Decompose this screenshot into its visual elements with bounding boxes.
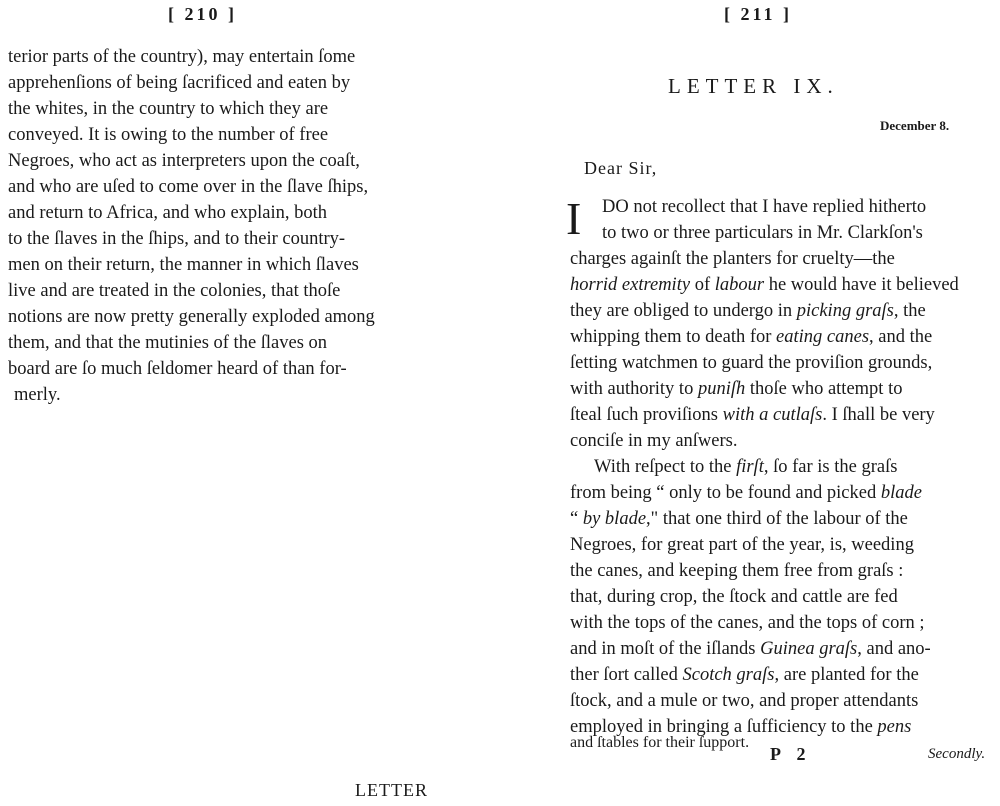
catchword: LETTER (355, 780, 428, 800)
page-number: [ 210 ] (168, 4, 237, 24)
text-line: merly. (14, 385, 61, 405)
text-line (570, 272, 959, 298)
text-line: the whites, in the country to which they are (8, 99, 329, 119)
text-line: conciſe in my anſwers. (570, 431, 738, 451)
text-line: and who are uſed to come over in the ſlave ſhips, (8, 177, 369, 197)
italic-phrase: Guinea graſs (760, 639, 858, 659)
catchword: Secondly. (928, 746, 986, 762)
text-line: with the tops of the canes, and the tops of corn ; (570, 613, 925, 633)
text-fragment: thoſe who attempt to (745, 379, 903, 399)
text-line: ſetting watchmen to guard the proviſion grounds, (570, 353, 933, 373)
text-line: notions are now pretty generally exploded among (8, 307, 375, 327)
text-line: and return to Africa, and who explain, both (8, 203, 328, 223)
text-line (570, 298, 926, 324)
right-page (540, 0, 1000, 806)
text-line: and ſtables for their ſupport. (570, 734, 750, 751)
text-fragment: ther ſort called (570, 665, 683, 685)
text-line: terior parts of the country), may entertain ſome (8, 47, 356, 67)
drop-cap: I (566, 193, 582, 244)
text-line: live and are treated in the colonies, that thoſe (8, 281, 341, 301)
text-line: the canes, and keeping them free from graſs : (570, 561, 904, 581)
italic-phrase: pens (877, 717, 912, 737)
text-line: DO not recollect that I have replied hitherto (602, 197, 927, 217)
italic-phrase: puniſh (697, 379, 746, 399)
italic-phrase: eating canes (776, 327, 870, 347)
text-fragment: of (690, 275, 715, 295)
left-page (0, 0, 480, 806)
text-fragment: and in moſt of the iſlands (570, 639, 761, 659)
text-line: conveyed. It is owing to the number of free (8, 125, 329, 145)
text-fragment: ſteal ſuch proviſions (570, 405, 723, 425)
text-fragment: , ſo far is the graſs (763, 457, 898, 477)
text-line: Negroes, who act as interpreters upon the coaſt, (8, 151, 360, 171)
text-line: men on their return, the manner in which ſlaves (8, 255, 359, 275)
text-line (570, 480, 922, 506)
text-fragment: . I ſhall be very (822, 405, 935, 425)
text-fragment: With reſpect to the (594, 457, 737, 477)
text-line (570, 636, 931, 662)
text-fragment: he would have it believed (764, 275, 959, 295)
italic-phrase: Scotch graſs (682, 665, 775, 685)
text-fragment: , the (893, 301, 926, 321)
text-line: charges againſt the planters for cruelty—the (570, 249, 895, 269)
text-fragment: from being “ only to be found and picked (570, 483, 881, 503)
text-line: apprehenſions of being ſacrificed and eaten by (8, 73, 351, 93)
italic-phrase: picking graſs (796, 301, 894, 321)
text-line: them, and that the mutinies of the ſlaves on (8, 333, 328, 353)
italic-phrase: horrid extremity (570, 275, 691, 295)
text-fragment: ," that one third of the labour of the (646, 509, 908, 529)
text-line (594, 454, 897, 480)
dateline: December 8. (880, 118, 950, 133)
italic-phrase: blade (880, 483, 922, 503)
text-fragment: whipping them to death for (570, 327, 777, 347)
text-fragment: they are obliged to undergo in (570, 301, 797, 321)
text-line: to two or three particulars in Mr. Clarkſon's (602, 223, 923, 243)
text-fragment: “ (570, 509, 583, 529)
text-fragment: , are planted for the (774, 665, 919, 685)
italic-phrase: firſt (736, 457, 764, 477)
text-line: board are ſo much ſeldomer heard of than for- (8, 359, 347, 379)
text-fragment: employed in bringing a ſufficiency to the (570, 717, 878, 737)
italic-phrase: labour (714, 275, 765, 295)
text-line: that, during crop, the ſtock and cattle are fed (570, 587, 898, 607)
text-line (570, 376, 902, 402)
text-line: ſtock, and a mule or two, and proper attendants (570, 691, 919, 711)
text-line: to the ſlaves in the ſhips, and to their country- (8, 229, 346, 249)
text-line (570, 324, 932, 350)
text-line (570, 402, 935, 428)
salutation: Dear Sir, (584, 158, 658, 178)
italic-phrase: by blade (582, 509, 647, 529)
text-line (570, 506, 908, 532)
text-fragment: , and ano- (857, 639, 931, 659)
text-fragment: , and the (869, 327, 933, 347)
text-line: Negroes, for great part of the year, is, weeding (570, 535, 914, 555)
page-number: [ 211 ] (724, 4, 792, 24)
italic-phrase: with a cutlaſs (722, 405, 823, 425)
letter-heading: LETTER IX. (668, 74, 839, 98)
signature-mark: P 2 (770, 744, 812, 764)
text-fragment: with authority to (570, 379, 698, 399)
text-line (570, 662, 919, 688)
